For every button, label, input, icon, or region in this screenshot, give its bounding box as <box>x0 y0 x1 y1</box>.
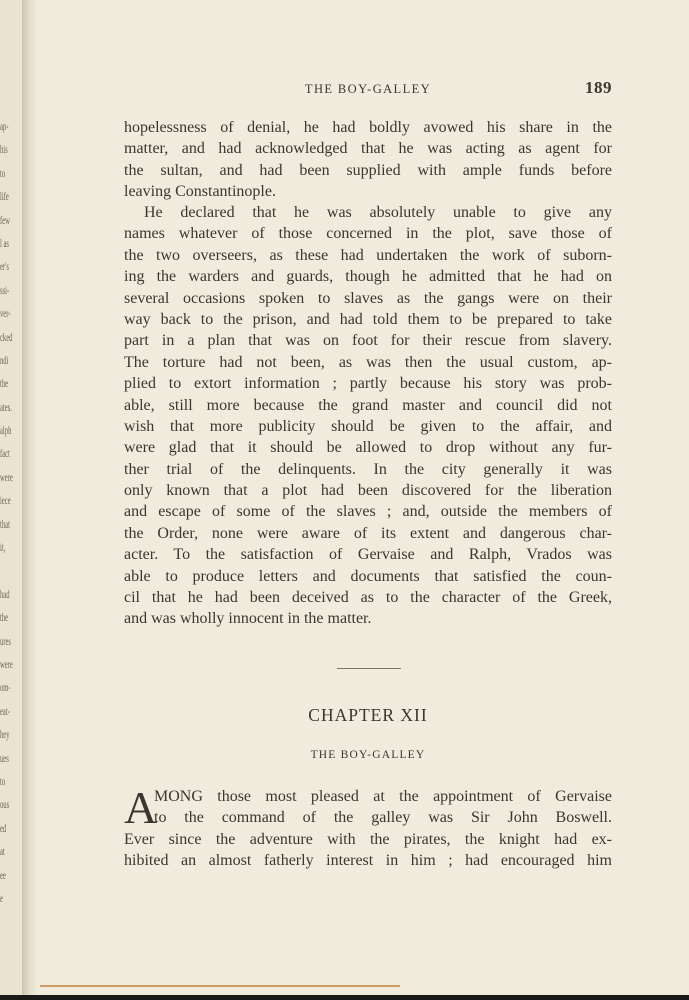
facing-fragment: it, <box>0 540 6 555</box>
text-line: and escape of some of the slaves ; and, outside the members of <box>124 503 612 521</box>
text-line: cil that he had been deceived as to the character of the Greek, <box>124 589 612 607</box>
text-line: to the command of the galley was Sir John Boswell. <box>154 809 612 827</box>
text-line: were glad that it should be allowed to drop without any fur- <box>124 439 612 457</box>
facing-fragment: ap- <box>0 119 9 133</box>
facing-fragment: ssi- <box>0 282 10 297</box>
text-line: way back to the prison, and had told them to be prepared to take <box>124 310 612 328</box>
text-line: names whatever of those concerned in the plot, save those of <box>124 225 612 243</box>
running-head <box>124 78 612 102</box>
paragraph-declaration <box>124 202 612 630</box>
running-head-title: THE BOY-GALLEY <box>304 82 432 96</box>
facing-fragment: his <box>0 142 8 157</box>
text-line: able, still more because the grand master and council did not <box>124 396 612 414</box>
chapter-heading: CHAPTER XII <box>308 705 428 725</box>
text-line: He declared that he was absolutely unable to give any <box>144 204 612 221</box>
facing-fragment: to <box>0 773 6 788</box>
text-line: matter, and had acknowledged that he was acting as agent for <box>124 140 612 158</box>
section-divider-rule <box>337 668 401 669</box>
text-line: plied to extort information ; partly because his story was prob- <box>124 375 612 393</box>
page-gutter <box>22 0 38 1000</box>
chapter-title: THE BOY-GALLEY <box>310 749 426 761</box>
facing-fragment: e <box>0 890 3 905</box>
facing-fragment: ndi <box>0 352 9 367</box>
text-line: wish that more publicity should be given to the affair, and <box>124 417 612 435</box>
text-line: the Order, none were aware of its extent and dangerous char- <box>124 524 612 542</box>
facing-fragment: ues <box>0 750 9 765</box>
facing-fragment: life <box>0 189 9 204</box>
facing-fragment: er's <box>0 259 9 274</box>
facing-fragment: ures <box>0 633 11 648</box>
text-line: the two overseers, as these had undertaken the work of suborn- <box>124 246 612 264</box>
facing-fragment <box>0 559 11 582</box>
text-line: MONG those most pleased at the appointment of Gervaise <box>154 788 612 805</box>
facing-fragment: ver- <box>0 306 11 321</box>
facing-fragment: iece <box>0 493 11 508</box>
text-line: several occasions spoken to slaves as the gangs were on their <box>124 289 612 307</box>
text-line: the sultan, and had been supplied with ample funds before <box>124 161 612 179</box>
text-line: able to produce letters and documents that satisfied the coun- <box>124 567 612 585</box>
facing-fragment: had <box>0 586 10 601</box>
facing-fragment: ed <box>0 820 7 835</box>
facing-fragment: eat- <box>0 703 10 718</box>
facing-fragment: that <box>0 516 10 531</box>
page-stain <box>40 985 400 987</box>
chapter-opening-paragraph <box>124 782 612 872</box>
facing-fragment: were <box>0 656 13 671</box>
facing-fragment: ous <box>0 797 10 812</box>
text-line: and was wholly innocent in the matter. <box>124 610 372 628</box>
facing-fragment: cked <box>0 329 13 344</box>
facing-fragment: ates. <box>0 399 12 414</box>
paragraph-continuation <box>124 117 612 203</box>
scan-bottom-edge <box>0 995 689 1000</box>
facing-fragment: om- <box>0 680 11 695</box>
facing-fragment: fact <box>0 446 10 461</box>
facing-fragment: the <box>0 376 9 391</box>
text-line: acter. To the satisfaction of Gervaise and Ralph, Vrados was <box>124 546 612 564</box>
facing-fragment: to <box>0 165 6 180</box>
text-line: part in a plan that was on foot for their rescue from slavery. <box>124 332 612 350</box>
text-line: hopelessness of denial, he had boldly avowed his share in the <box>124 119 612 136</box>
facing-page-text-fragments <box>0 115 11 910</box>
text-line: only known that a plot had been discovered for the liberation <box>124 482 612 500</box>
facing-fragment: at <box>0 844 5 859</box>
text-line: Ever since the adventure with the pirates, the knight had ex- <box>124 830 612 848</box>
facing-fragment: ee <box>0 867 6 882</box>
drop-cap: A <box>124 782 158 833</box>
facing-fragment: the <box>0 610 9 625</box>
facing-fragment: hey <box>0 727 10 742</box>
facing-fragment: alph <box>0 423 12 438</box>
text-line: ing the warders and guards, though he admitted that he had on <box>124 268 612 286</box>
facing-fragment: l as <box>0 235 9 250</box>
text-line: The torture had not been, as was then the usual custom, ap- <box>124 353 612 371</box>
text-line: leaving Constantinople. <box>124 183 276 201</box>
facing-fragment: few <box>0 212 10 227</box>
text-line: hibited an almost fatherly interest in him ; had encouraged him <box>124 852 612 870</box>
facing-fragment: were <box>0 469 13 484</box>
page-number: 189 <box>585 78 612 97</box>
text-line: ther trial of the delinquents. In the city generally it was <box>124 460 612 478</box>
